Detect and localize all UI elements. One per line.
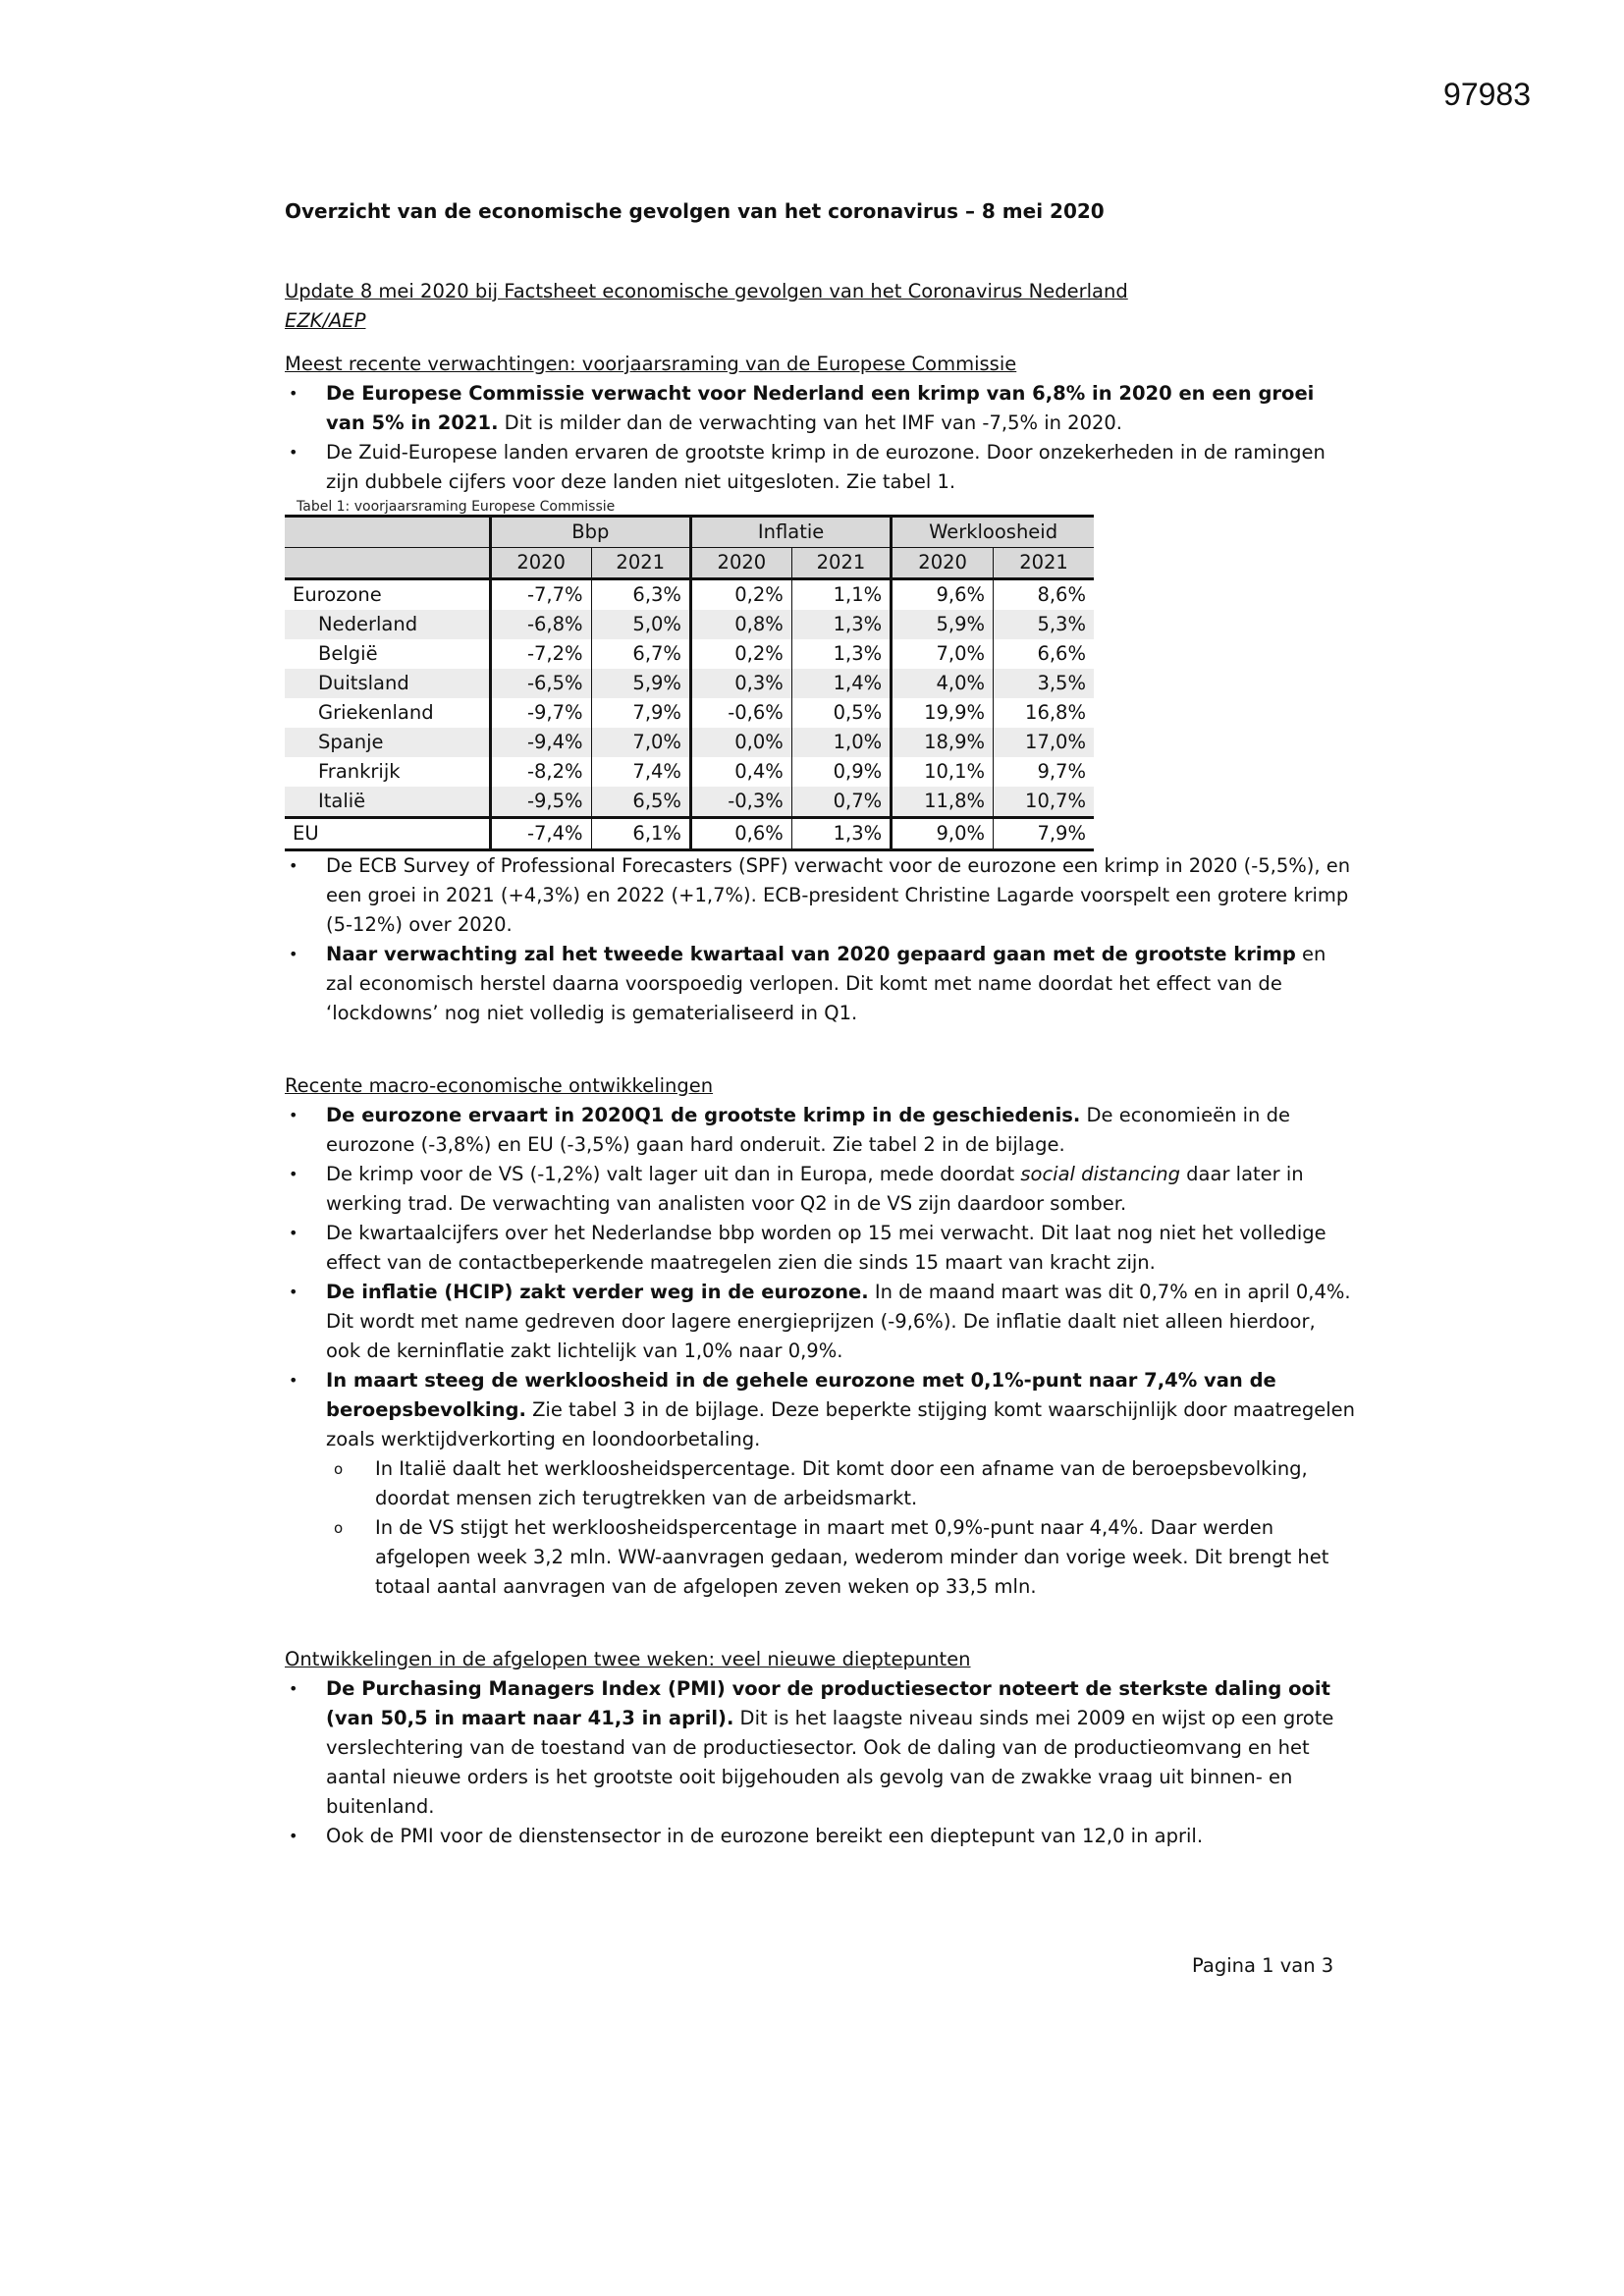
bullet-icon: • xyxy=(289,1371,298,1390)
circle-bullet-icon: o xyxy=(334,1519,344,1537)
bullet-text: en zal economisch herstel daarna voorspoedig verlopen. Dit komt met name doordat het effect van de ‘lockdowns’ nog niet volledig is gematerialiseerd in Q1. xyxy=(326,943,1326,1024)
table-cell: 8,6% xyxy=(994,579,1094,611)
table-cell: 0,9% xyxy=(791,757,891,787)
row-label: Eurozone xyxy=(293,583,382,606)
list-item xyxy=(326,1513,1355,1602)
table-row xyxy=(285,787,1094,818)
table-cell: 6,5% xyxy=(591,787,690,818)
circle-bullet-icon: o xyxy=(334,1460,344,1478)
department-label: EZK/AEP xyxy=(285,309,366,332)
table-cell: 0,4% xyxy=(690,757,791,787)
bullet-italic-text: social distancing xyxy=(1020,1163,1180,1185)
table-row xyxy=(285,639,1094,669)
bullet-text: daar later in werking trad. De verwachting van analisten voor Q2 in de VS zijn daardoor somber. xyxy=(326,1163,1304,1215)
bullet-icon: • xyxy=(289,1106,298,1124)
table-cell: 7,9% xyxy=(591,698,690,728)
table-cell: 0,3% xyxy=(690,669,791,698)
forecast-bullets xyxy=(285,379,1355,497)
table-cell: -7,7% xyxy=(490,579,591,611)
table-cell: 1,3% xyxy=(791,610,891,639)
row-label: Griekenland xyxy=(318,701,434,724)
table-cell: 7,4% xyxy=(591,757,690,787)
table-row xyxy=(285,579,1094,611)
table-cell: -7,2% xyxy=(490,639,591,669)
row-label: Italië xyxy=(285,787,490,818)
update-line: Update 8 mei 2020 bij Factsheet economische gevolgen van het Coronavirus Nederland xyxy=(285,280,1128,302)
list-item xyxy=(285,851,1355,940)
table-cell: 0,2% xyxy=(690,579,791,611)
table-cell: -8,2% xyxy=(490,757,591,787)
table-row-eu xyxy=(285,818,1094,850)
bullet-icon: • xyxy=(289,384,298,403)
column-header: 2021 xyxy=(791,548,891,579)
table-cell: 0,6% xyxy=(690,818,791,850)
sub-bullets xyxy=(326,1454,1355,1602)
row-label: EU xyxy=(285,818,490,850)
table-row xyxy=(285,698,1094,728)
bullet-icon: • xyxy=(289,1224,298,1242)
list-item xyxy=(326,1454,1355,1513)
bullet-text: Dit is het laagste niveau sinds mei 2009 en wijst op een grote verslechtering van de toestand van de productiesector. Ook de daling van de productieomvang en het aantal nieuwe orders is het grootste ooit bijgehouden als gevolg van de zwakke vraag uit binnen- en buitenland. xyxy=(326,1707,1334,1818)
list-item xyxy=(285,1101,1355,1160)
table-cell: 4,0% xyxy=(892,669,994,698)
bullet-bold-text: De inflatie (HCIP) zakt verder weg in de eurozone. xyxy=(326,1281,869,1303)
table-row xyxy=(285,669,1094,698)
table-cell: -6,8% xyxy=(490,610,591,639)
table-cell: 6,6% xyxy=(994,639,1094,669)
table-cell: 10,7% xyxy=(994,787,1094,818)
document-body xyxy=(285,196,1355,1851)
column-header: 2020 xyxy=(490,548,591,579)
bullet-icon: • xyxy=(289,1679,298,1698)
bullet-bold-text: De eurozone ervaart in 2020Q1 de grootste krimp in de geschiedenis. xyxy=(326,1104,1081,1126)
table-cell: -6,5% xyxy=(490,669,591,698)
table-cell: 19,9% xyxy=(892,698,994,728)
table-cell: -0,6% xyxy=(690,698,791,728)
bullet-bold-text: In maart steeg de werkloosheid in de gehele eurozone met 0,1%-punt naar 7,4% van de beroepsbevolking. xyxy=(326,1369,1276,1421)
document-title: Overzicht van de economische gevolgen van het coronavirus – 8 mei 2020 xyxy=(285,199,1105,223)
bullet-text: Zie tabel 3 in de bijlage. Deze beperkte stijging komt waarschijnlijk door maatregelen zoals werktijdverkorting en loondoorbetaling. xyxy=(326,1398,1355,1450)
table-cell: 7,0% xyxy=(591,728,690,757)
list-item xyxy=(285,1219,1355,1278)
bullet-icon: • xyxy=(289,945,298,963)
bullet-text: De economieën in de eurozone (-3,8%) en EU (-3,5%) gaan hard onderuit. Zie tabel 2 in de bijlage. xyxy=(326,1104,1290,1156)
list-item xyxy=(285,1278,1355,1366)
section-heading-macro: Recente macro-economische ontwikkelingen xyxy=(285,1074,714,1097)
table-cell: 5,3% xyxy=(994,610,1094,639)
table-cell: 7,0% xyxy=(892,639,994,669)
table-cell: -9,5% xyxy=(490,787,591,818)
recent-bullets xyxy=(285,1674,1355,1851)
table-caption: Tabel 1: voorjaarsraming Europese Commissie xyxy=(297,499,616,515)
table-cell: 9,0% xyxy=(892,818,994,850)
table-cell: 10,1% xyxy=(892,757,994,787)
table-cell: 5,0% xyxy=(591,610,690,639)
bullet-text: Ook de PMI voor de dienstensector in de eurozone bereikt een dieptepunt van 12,0 in april. xyxy=(326,1825,1204,1847)
macro-bullets xyxy=(285,1101,1355,1602)
list-item xyxy=(285,1674,1355,1822)
table-cell: 16,8% xyxy=(994,698,1094,728)
forecast-table xyxy=(285,515,1094,851)
forecast-bullets-continued xyxy=(285,851,1355,1028)
table-cell: 7,9% xyxy=(994,818,1094,850)
list-item xyxy=(285,1160,1355,1219)
bullet-bold-text: De Europese Commissie verwacht voor Nederland een krimp van 6,8% in 2020 en een groei van 5% in 2021. xyxy=(326,382,1315,434)
table-cell: -9,4% xyxy=(490,728,591,757)
table-cell: 5,9% xyxy=(892,610,994,639)
bullet-text: De kwartaalcijfers over het Nederlandse bbp worden op 15 mei verwacht. Dit laat nog niet het volledige effect van de contactbeperkende maatregelen zien die sinds 15 maart van kracht zijn. xyxy=(326,1222,1326,1274)
table-cell: 0,7% xyxy=(791,787,891,818)
column-header: 2020 xyxy=(892,548,994,579)
table-row xyxy=(285,757,1094,787)
table-cell: 6,3% xyxy=(591,579,690,611)
table-cell: -0,3% xyxy=(690,787,791,818)
page-footer: Pagina 1 van 3 xyxy=(1192,1954,1334,1977)
table-cell: 3,5% xyxy=(994,669,1094,698)
column-group-header: Bbp xyxy=(490,517,690,548)
list-item xyxy=(285,1366,1355,1602)
bullet-text: De krimp voor de VS (-1,2%) valt lager uit dan in Europa, mede doordat xyxy=(326,1163,1021,1185)
table-cell: 9,7% xyxy=(994,757,1094,787)
bullet-bold-text: Naar verwachting zal het tweede kwartaal van 2020 gepaard gaan met de grootste krimp xyxy=(326,943,1296,965)
bullet-text: In de maand maart was dit 0,7% en in april 0,4%. Dit wordt met name gedreven door lagere energieprijzen (-9,6%). De inflatie daalt niet alleen hierdoor, ook de kerninflatie zakt lichtelijk van 1,0% naar 0,9%. xyxy=(326,1281,1351,1362)
table-cell: 0,2% xyxy=(690,639,791,669)
row-label: Nederland xyxy=(285,610,490,639)
column-header: 2020 xyxy=(690,548,791,579)
row-label: België xyxy=(318,642,378,665)
column-header: 2021 xyxy=(994,548,1094,579)
row-label: Duitsland xyxy=(285,669,490,698)
table-cell: 0,8% xyxy=(690,610,791,639)
bullet-text: In Italië daalt het werkloosheidspercentage. Dit komt door een afname van de beroepsbevolking, doordat mensen zich terugtrekken van de arbeidsmarkt. xyxy=(375,1457,1308,1509)
column-header: 2021 xyxy=(591,548,690,579)
bullet-text: De ECB Survey of Professional Forecasters (SPF) verwacht voor de eurozone een krimp in 2020 (-5,5%), en een groei in 2021 (+4,3%) en 2022 (+1,7%). ECB-president Christine Lagarde voorspelt een grotere krimp (5-12%) over 2020. xyxy=(326,854,1351,936)
table-cell: 1,1% xyxy=(791,579,891,611)
document-stamp-number: 97983 xyxy=(1443,77,1531,112)
section-heading-recent: Ontwikkelingen in de afgelopen twee weken: veel nieuwe dieptepunten xyxy=(285,1648,971,1670)
list-item xyxy=(285,379,1355,438)
table-cell: 1,0% xyxy=(791,728,891,757)
table-cell: -9,7% xyxy=(490,698,591,728)
table-cell: 1,3% xyxy=(791,818,891,850)
bullet-text: De Zuid-Europese landen ervaren de grootste krimp in de eurozone. Door onzekerheden in de ramingen zijn dubbele cijfers voor deze landen niet uitgesloten. Zie tabel 1. xyxy=(326,441,1326,493)
section-heading-forecasts: Meest recente verwachtingen: voorjaarsraming van de Europese Commissie xyxy=(285,353,1017,375)
table-cell: 0,5% xyxy=(791,698,891,728)
bullet-text: Dit is milder dan de verwachting van het IMF van -7,5% in 2020. xyxy=(498,411,1123,434)
table-corner xyxy=(285,548,490,579)
row-label: Frankrijk xyxy=(318,760,401,783)
bullet-icon: • xyxy=(289,443,298,462)
table-cell: 9,6% xyxy=(892,579,994,611)
table-cell: 1,4% xyxy=(791,669,891,698)
table-cell: 11,8% xyxy=(892,787,994,818)
bullet-icon: • xyxy=(289,856,298,875)
table-row xyxy=(285,610,1094,639)
table-cell: 5,9% xyxy=(591,669,690,698)
table-row xyxy=(285,728,1094,757)
table-corner xyxy=(285,517,490,548)
table-cell: 18,9% xyxy=(892,728,994,757)
table-cell: 0,0% xyxy=(690,728,791,757)
bullet-bold-text: De Purchasing Managers Index (PMI) voor de productiesector noteert de sterkste daling ooit (van 50,5 in maart naar 41,3 in april). xyxy=(326,1677,1330,1729)
column-group-header: Werkloosheid xyxy=(892,517,1094,548)
list-item xyxy=(285,940,1355,1028)
row-label: Spanje xyxy=(285,728,490,757)
table-cell: 6,1% xyxy=(591,818,690,850)
bullet-icon: • xyxy=(289,1283,298,1301)
table-cell: 6,7% xyxy=(591,639,690,669)
table-cell: -7,4% xyxy=(490,818,591,850)
column-group-header: Inflatie xyxy=(690,517,891,548)
bullet-text: In de VS stijgt het werkloosheidspercentage in maart met 0,9%-punt naar 4,4%. Daar werden afgelopen week 3,2 mln. WW-aanvragen gedaan, wederom minder dan vorige week. Dit brengt het totaal aantal aanvragen van de afgelopen zeven weken op 33,5 mln. xyxy=(375,1516,1329,1598)
table-cell: 1,3% xyxy=(791,639,891,669)
list-item xyxy=(285,1822,1355,1851)
list-item xyxy=(285,438,1355,497)
bullet-icon: • xyxy=(289,1827,298,1845)
table-cell: 17,0% xyxy=(994,728,1094,757)
bullet-icon: • xyxy=(289,1165,298,1183)
